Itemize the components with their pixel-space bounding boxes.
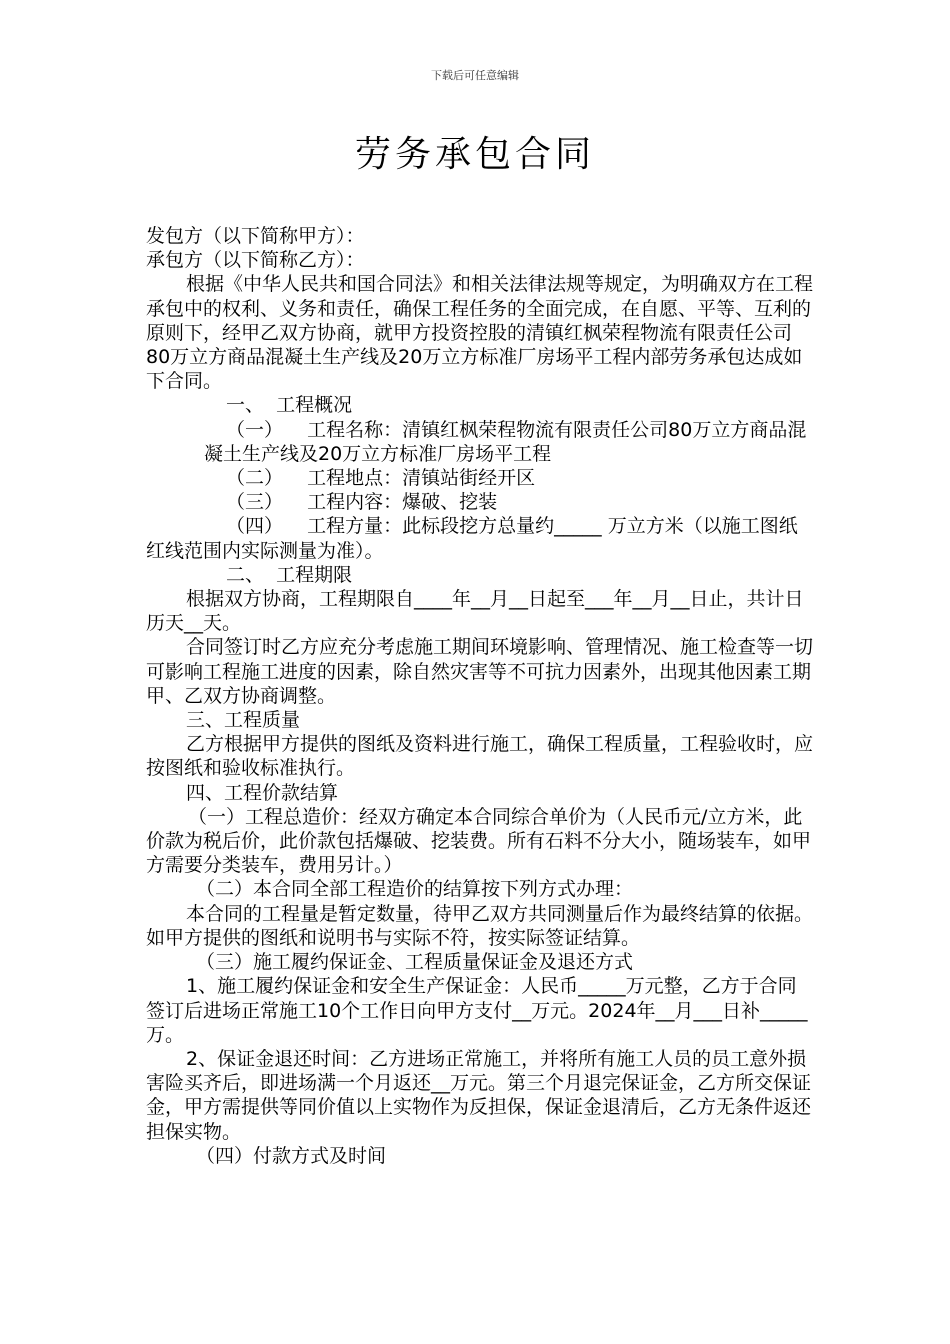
preamble-paragraph: 根据《中华人民共和国合同法》和相关法律法规等规定，为明确双方在工程承包中的权利、义务和责任，确保工程任务的全面完成，在自愿、平等、互利的原则下，经甲乙双方协商，就甲方投资控股的清镇红枫荣程物流有限责任公司80万立方商品混凝土生产线及20万立方标准厂房场平工程内部劳务承包达成如下合同。 — [146, 273, 814, 393]
schedule-paragraph: 合同签订时乙方应充分考虑施工期间环境影响、管理情况、施工检查等一切可影响工程施工进度的因素，除自然灾害等不可抗力因素外，出现其他因素工期甲、乙双方协商调整。 — [146, 636, 814, 707]
contract-body — [146, 224, 814, 1168]
section-heading-payment: 四、工程价款结算 — [186, 781, 339, 804]
section-heading-quality: 三、工程质量 — [186, 709, 301, 732]
period-paragraph: 根据双方协商，工程期限自____年__月__日起至___年__月__日止，共计日历天__天。 — [146, 588, 804, 635]
settlement-paragraph: 本合同的工程量是暂定数量，待甲乙双方共同测量后作为最终结算的依据。如甲方提供的图纸和说明书与实际不符，按实际签证结算。 — [146, 902, 814, 949]
deposit-item-2: 2、保证金退还时间：乙方进场正常施工，并将所有施工人员的员工意外损害险买齐后，即进场满一个月返还__万元。第三个月退完保证金，乙方所交保证金，甲方需提供等同价值以上实物作为反担保，保证金退清后，乙方无条件返还担保实物。 — [146, 1047, 812, 1143]
item-project-quantity: （四） 工程方量：此标段挖方总量约_____ 万立方米（以施工图纸红线范围内实际测量为准）。 — [146, 515, 798, 562]
quality-paragraph: 乙方根据甲方提供的图纸及资料进行施工，确保工程质量，工程验收时，应按图纸和验收标准执行。 — [146, 733, 814, 780]
section-heading-overview: 一、 工程概况 — [226, 394, 353, 417]
document-title: 劳务承包合同 — [354, 134, 595, 175]
payment-method-heading: （四）付款方式及时间 — [196, 1144, 387, 1167]
item-project-content: （三） 工程内容：爆破、挖装 — [226, 491, 498, 514]
item-project-name: （一） 工程名称：清镇红枫荣程物流有限责任公司80万立方商品混凝土生产线及20万立方标准厂房场平工程 — [204, 418, 807, 465]
party-a-line: 发包方（以下简称甲方）： — [146, 225, 365, 247]
item-project-location: （二） 工程地点：清镇站街经开区 — [226, 467, 536, 490]
party-b-line: 承包方（以下简称乙方）： — [146, 249, 365, 272]
settlement-heading: （二）本合同全部工程造价的结算按下列方式办理： — [196, 878, 634, 901]
total-price-paragraph: （一）工程总造价：经双方确定本合同综合单价为（人民币元/立方米，此价款为税后价，此价款包括爆破、挖装费。所有石料不分大小，随场装车，如甲方需要分类装车，费用另计。） — [146, 805, 812, 877]
section-heading-period: 二、 工程期限 — [226, 563, 353, 586]
deposit-heading: （三）施工履约保证金、工程质量保证金及退还方式 — [196, 951, 634, 974]
header-note: 下载后可任意编辑 — [431, 69, 519, 82]
deposit-item-1: 1、施工履约保证金和安全生产保证金：人民币_____万元整，乙方于合同签订后进场正常施工10个工作日向甲方支付__万元。2024年__月___日补_____万。 — [146, 975, 808, 1046]
